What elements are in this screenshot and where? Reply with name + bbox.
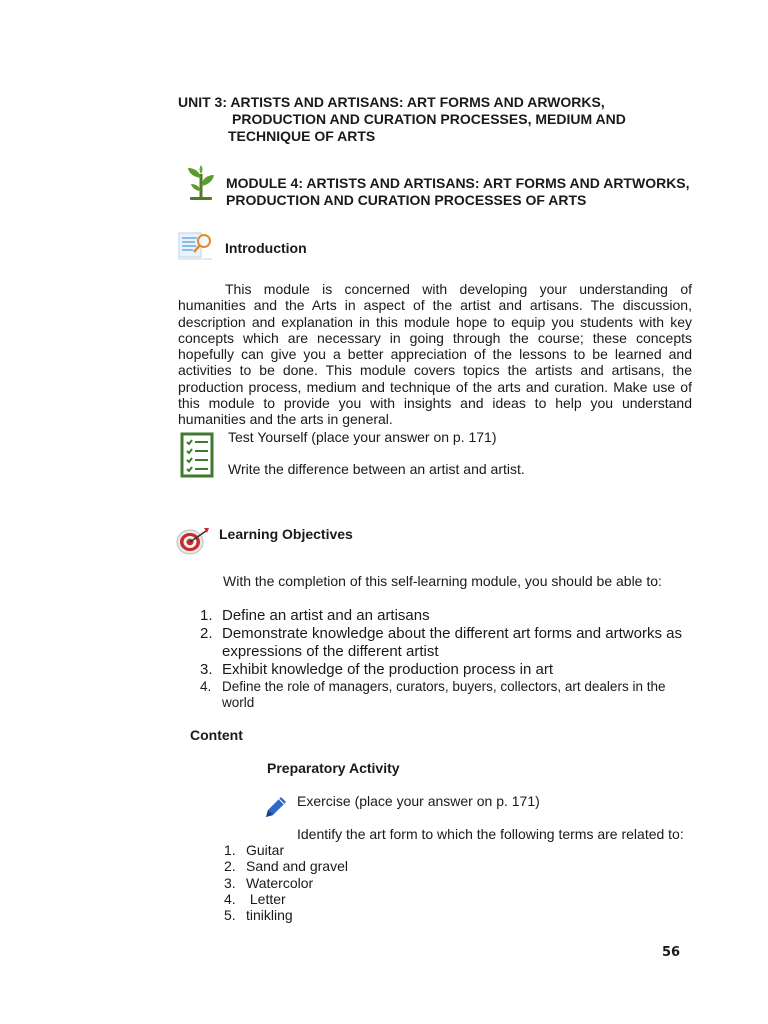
list-text: Demonstrate knowledge about the different art forms and artworks as (222, 625, 682, 642)
list-number: 3. (200, 661, 213, 678)
list-number: 1. (200, 607, 213, 624)
list-item (224, 891, 286, 907)
plant-sprout-icon (186, 164, 216, 202)
list-item-continuation: world (222, 695, 255, 710)
pencil-icon (262, 795, 288, 821)
page-number: 56 (662, 945, 681, 960)
list-item (224, 858, 348, 874)
checklist-icon (180, 432, 214, 478)
learning-objectives-intro: With the completion of this self-learning module, you should be able to: (223, 573, 662, 589)
unit-title-line-3: TECHNIQUE OF ARTS (228, 128, 376, 144)
unit-title-line-1: UNIT 3: ARTISTS AND ARTISANS: ART FORMS AND ARWORKS, (178, 94, 605, 110)
test-yourself-title: Test Yourself (place your answer on p. 171) (228, 429, 497, 445)
module-title-line-2: PRODUCTION AND CURATION PROCESSES OF ARTS (226, 192, 587, 208)
list-number: 5. (224, 907, 236, 923)
list-item (200, 661, 553, 678)
list-text: tinikling (246, 907, 293, 923)
list-item (200, 607, 430, 624)
list-item-continuation: expressions of the different artist (222, 643, 439, 660)
exercise-title: Exercise (place your answer on p. 171) (297, 793, 540, 809)
preparatory-activity-heading: Preparatory Activity (267, 760, 400, 776)
learning-objectives-heading: Learning Objectives (219, 526, 353, 542)
module-title (226, 175, 706, 209)
list-item (224, 875, 313, 891)
list-item (200, 625, 682, 642)
list-text: Define an artist and an artisans (222, 607, 430, 624)
content-heading: Content (190, 727, 243, 743)
list-text: Sand and gravel (246, 858, 348, 874)
target-icon (175, 525, 211, 557)
module-title-line-1: MODULE 4: ARTISTS AND ARTISANS: ART FORMS AND ARTWORKS, (226, 175, 690, 191)
list-text: Letter (246, 891, 286, 907)
list-number: 3. (224, 875, 236, 891)
list-number: 1. (224, 842, 236, 858)
list-item (200, 679, 665, 694)
document-magnifier-icon (178, 231, 214, 261)
exercise-instruction: Identify the art form to which the following terms are related to: (297, 826, 684, 842)
unit-title (178, 94, 648, 145)
list-number: 2. (200, 625, 213, 642)
list-text: Exhibit knowledge of the production process in art (222, 661, 554, 678)
unit-title-line-2: PRODUCTION AND CURATION PROCESSES, MEDIUM AND (232, 111, 626, 127)
list-item (224, 842, 284, 858)
introduction-heading: Introduction (225, 240, 307, 256)
list-text: Guitar (246, 842, 285, 858)
list-number: 4. (200, 679, 212, 694)
list-item (224, 907, 293, 923)
list-text: Define the role of managers, curators, buyers, collectors, art dealers in the (222, 679, 666, 694)
introduction-paragraph: This module is concerned with developing your understanding of humanities and the Arts in aspect of the artist and artisans. The discussion, description and explanation in this module hope to equip you students with key concepts which are necessary in going through the course; these concepts hopefully can give you a better appreciation of the lessons to be learned and activities to be done. This module covers topics the artists and artisans, the production process, medium and technique of the arts and curation. Make use of this module to provide you with insights and ideas to help you understand humanities and the arts in general. (178, 281, 692, 428)
test-yourself-prompt: Write the difference between an artist and artist. (228, 461, 525, 477)
list-number: 2. (224, 858, 236, 874)
list-text: Watercolor (246, 875, 314, 891)
list-number: 4. (224, 891, 236, 907)
